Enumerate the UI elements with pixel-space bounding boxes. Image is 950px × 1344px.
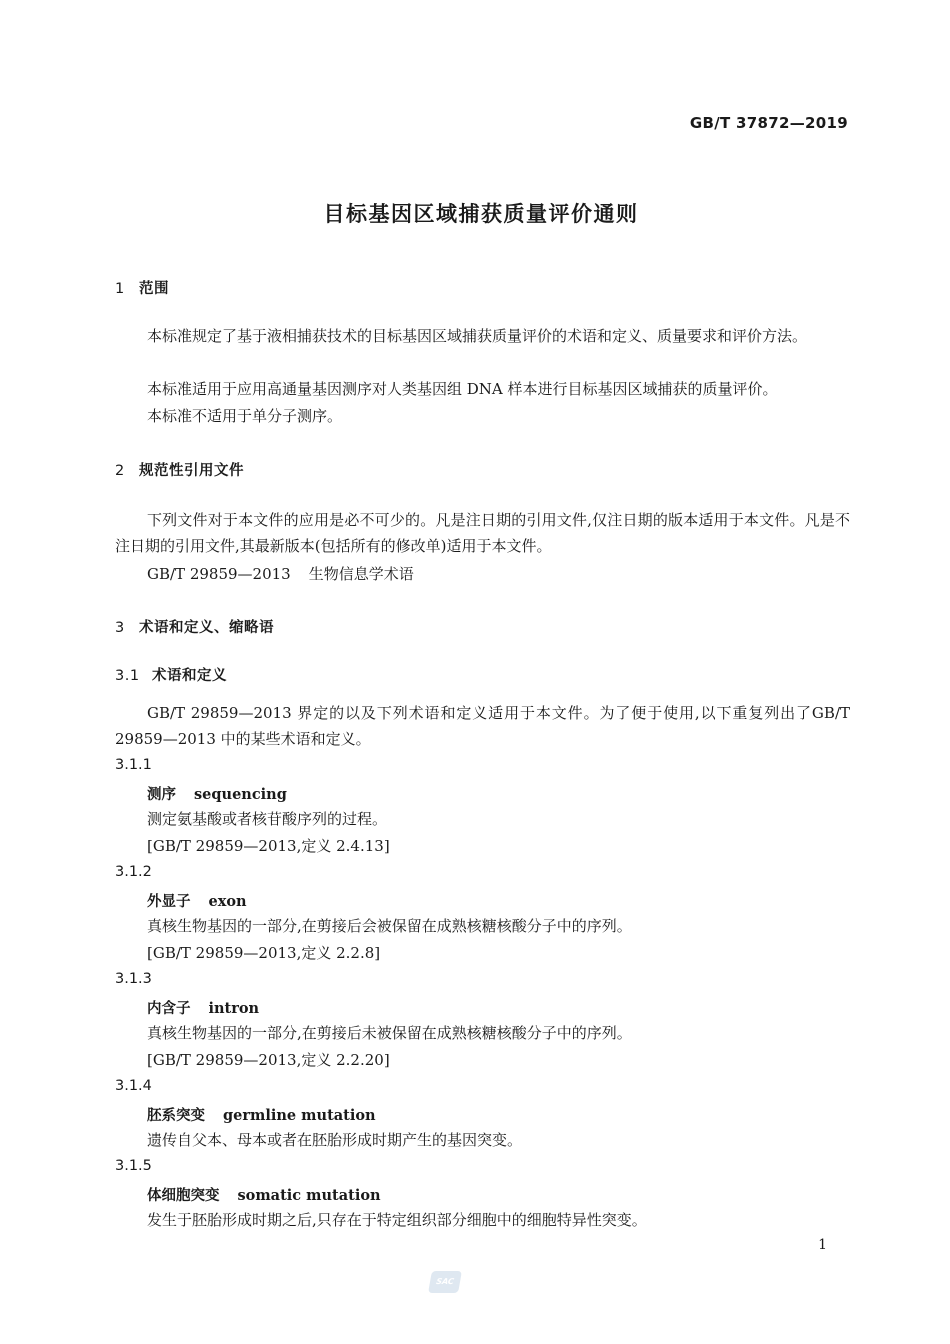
page-number: 1 xyxy=(818,1237,827,1253)
term-entry xyxy=(147,1104,376,1125)
term-number: 3.1.3 xyxy=(115,971,152,987)
term-definition: 测定氨基酸或者核苷酸序列的过程。 xyxy=(147,810,388,828)
section-number: 3 xyxy=(115,620,125,636)
term-number: 3.1.1 xyxy=(115,757,152,773)
term-chinese: 内含子 xyxy=(147,1001,191,1017)
term-english: somatic mutation xyxy=(237,1187,381,1204)
sac-logo-icon: SAC xyxy=(428,1271,462,1293)
paragraph: GB/T 29859—2013 界定的以及下列术语和定义适用于本文件。为了便于使用,以下重复列出了GB/T 29859—2013 中的某些术语和定义。 xyxy=(115,704,850,748)
term-english: exon xyxy=(208,893,247,910)
section-title: 术语和定义、缩略语 xyxy=(139,620,274,636)
term-chinese: 胚系突变 xyxy=(147,1108,205,1124)
subsection-title: 术语和定义 xyxy=(152,668,227,684)
paragraph: 本标准规定了基于液相捕获技术的目标基因区域捕获质量评价的术语和定义、质量要求和评价方法。 xyxy=(147,327,808,345)
paragraph: 本标准适用于应用高通量基因测序对人类基因组 DNA 样本进行目标基因区域捕获的质量评价。 xyxy=(147,380,778,398)
term-definition: 发生于胚胎形成时期之后,只存在于特定组织部分细胞中的细胞特异性突变。 xyxy=(147,1211,647,1229)
reference-title: 生物信息学术语 xyxy=(308,565,414,583)
paragraph: 下列文件对于本文件的应用是必不可少的。凡是注日期的引用文件,仅注日期的版本适用于本文件。凡是不注日期的引用文件,其最新版本(包括所有的修改单)适用于本文件。 xyxy=(115,511,850,555)
section-title: 范围 xyxy=(139,281,169,297)
paragraph: 本标准不适用于单分子测序。 xyxy=(147,407,343,425)
subsection-number: 3.1 xyxy=(115,668,140,684)
section-title: 规范性引用文件 xyxy=(139,463,244,479)
subsection-heading-3-1 xyxy=(115,664,227,685)
term-chinese: 外显子 xyxy=(147,894,191,910)
term-entry xyxy=(147,997,259,1018)
section-heading-1 xyxy=(115,277,169,298)
term-number: 3.1.5 xyxy=(115,1158,152,1174)
standard-code: GB/T 37872—2019 xyxy=(689,114,848,132)
section-heading-2 xyxy=(115,459,244,480)
term-chinese: 测序 xyxy=(147,787,176,803)
normative-reference xyxy=(147,561,414,587)
term-number: 3.1.2 xyxy=(115,864,152,880)
term-english: intron xyxy=(208,1000,260,1017)
term-source: [GB/T 29859—2013,定义 2.2.20] xyxy=(147,1051,390,1069)
term-entry xyxy=(147,890,247,911)
term-entry xyxy=(147,783,287,804)
section-number: 1 xyxy=(115,281,125,297)
term-english: germline mutation xyxy=(223,1107,376,1124)
term-definition: 真核生物基因的一部分,在剪接后会被保留在成熟核糖核酸分子中的序列。 xyxy=(147,917,632,935)
section-number: 2 xyxy=(115,463,125,479)
document-title: 目标基因区域捕获质量评价通则 xyxy=(323,202,639,226)
term-definition: 遗传自父本、母本或者在胚胎形成时期产生的基因突变。 xyxy=(147,1131,523,1149)
term-definition: 真核生物基因的一部分,在剪接后未被保留在成熟核糖核酸分子中的序列。 xyxy=(147,1024,632,1042)
section-heading-3 xyxy=(115,616,274,637)
term-number: 3.1.4 xyxy=(115,1078,152,1094)
term-chinese: 体细胞突变 xyxy=(147,1188,220,1204)
term-entry xyxy=(147,1184,381,1205)
term-source: [GB/T 29859—2013,定义 2.4.13] xyxy=(147,837,390,855)
reference-code: GB/T 29859—2013 xyxy=(147,565,291,583)
term-source: [GB/T 29859—2013,定义 2.2.8] xyxy=(147,944,381,962)
term-english: sequencing xyxy=(194,786,287,803)
